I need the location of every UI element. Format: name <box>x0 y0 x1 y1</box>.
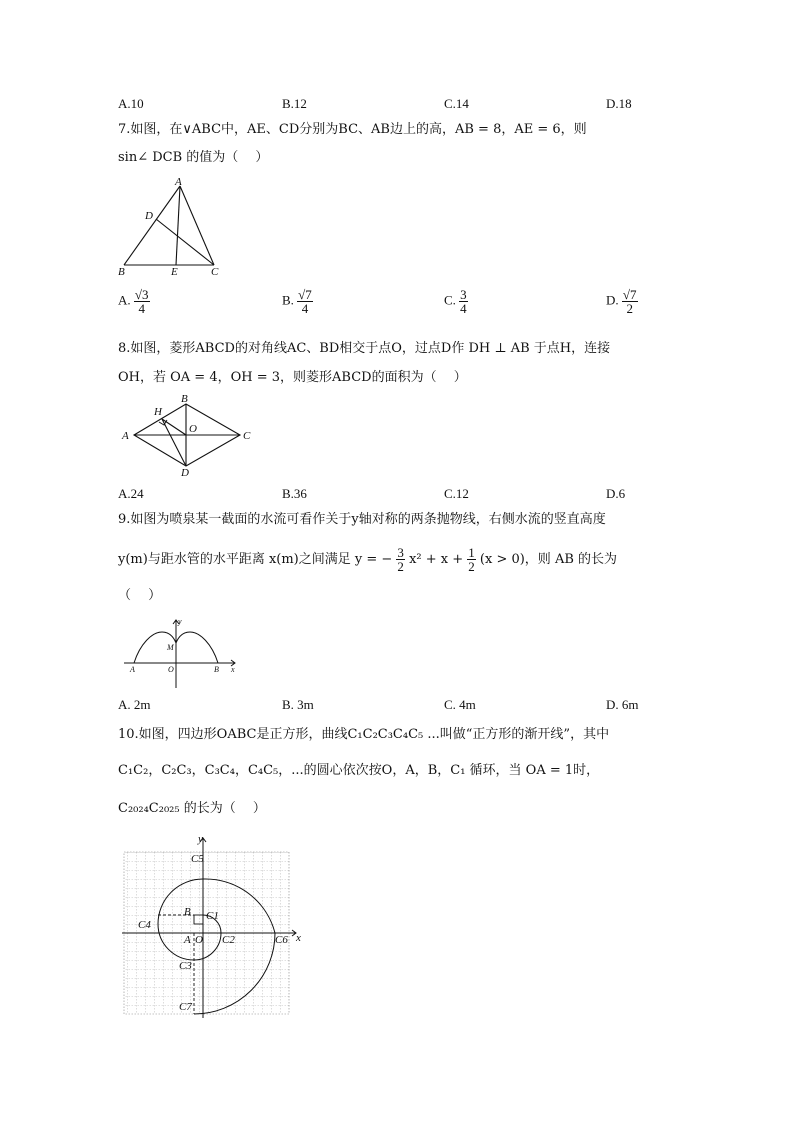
q6-option-b[interactable]: B.12 <box>282 96 307 111</box>
q7-stem-line2: sin∠ DCB 的值为（ ） <box>118 150 269 165</box>
q7-stem-line1: 7.如图，在∨ABC中，AE、CD分别为BC、AB边上的高，AB = 8，AE = 6，则 <box>118 122 587 137</box>
q6-option-a[interactable]: A.10 <box>118 96 144 111</box>
q9-stem-line2-c: (x > 0)，则 AB 的长为 <box>479 552 618 567</box>
q9-option-b[interactable]: B. 3m <box>282 697 314 712</box>
q9-stem-line2-a: y(m)与距水管的水平距离 x(m)之间满足 y = − <box>118 552 393 567</box>
q10-label-o: O <box>195 934 203 946</box>
q9-label-o: O <box>168 665 174 674</box>
q9-label-b: B <box>214 665 219 674</box>
q7-option-d-num: √7 <box>622 287 637 302</box>
q7-option-a-num: √3 <box>134 287 149 302</box>
q9-frac1-num: 3 <box>397 545 404 560</box>
q9-fountain-figure <box>118 614 243 690</box>
q8-stem-line2: OH，若 OA = 4，OH = 3，则菱形ABCD的面积为（ ） <box>118 370 467 385</box>
q10-label-c7: C7 <box>179 1001 192 1013</box>
q7-option-c-den: 4 <box>460 301 467 316</box>
q9-label-x: x <box>231 665 235 674</box>
q9-stem-line3: （ ） <box>118 588 162 603</box>
q9-label-y: y <box>178 617 182 626</box>
q9-label-m: M <box>167 643 174 652</box>
q9-stem-line2 <box>118 546 617 573</box>
q7-label-a: A <box>175 176 182 188</box>
q9-option-d[interactable]: D. 6m <box>606 697 639 712</box>
q7-option-c-num: 3 <box>460 287 467 302</box>
q9-stem-line2-b: x² + x + <box>409 552 464 567</box>
q8-label-a: A <box>122 430 129 442</box>
q7-option-d[interactable] <box>606 288 638 315</box>
q10-involute-figure <box>118 834 318 1020</box>
q7-option-b[interactable] <box>282 288 313 315</box>
q7-option-d-den: 2 <box>626 301 633 316</box>
q10-label-a: A <box>184 934 191 946</box>
q7-label-b: B <box>118 266 125 278</box>
q8-option-b[interactable]: B.36 <box>282 486 307 501</box>
q6-option-c[interactable]: C.14 <box>444 96 469 111</box>
q10-label-y: y <box>198 834 203 845</box>
q9-option-a[interactable]: A. 2m <box>118 697 151 712</box>
q7-label-e: E <box>171 266 178 278</box>
q10-label-c6: C6 <box>275 934 288 946</box>
q8-rhombus-figure <box>118 392 258 480</box>
q9-label-a: A <box>130 665 135 674</box>
q9-frac1-den: 2 <box>397 559 404 574</box>
q8-stem-line1: 8.如图，菱形ABCD的对角线AC、BD相交于点O，过点D作 DH ⊥ AB 于点H，连接 <box>118 341 611 356</box>
q8-option-d[interactable]: D.6 <box>606 486 626 501</box>
q7-triangle-figure <box>114 174 226 278</box>
q9-option-c[interactable]: C. 4m <box>444 697 476 712</box>
q8-label-d: D <box>181 467 189 479</box>
q7-option-a[interactable] <box>118 288 150 315</box>
q7-label-c: C <box>211 266 219 278</box>
q8-label-b: B <box>181 393 188 405</box>
q7-option-d-prefix: D. <box>606 292 619 308</box>
q10-label-c2: C2 <box>222 934 235 946</box>
q10-stem-line3: C₂₀₂₄C₂₀₂₅ 的长为（ ） <box>118 801 266 816</box>
q7-option-b-den: 4 <box>301 301 309 316</box>
q9-frac2-num: 1 <box>468 545 475 560</box>
q8-label-h: H <box>154 406 162 418</box>
q10-label-c5: C5 <box>191 853 204 865</box>
q7-option-b-prefix: B. <box>282 292 294 308</box>
q9-stem-line1: 9.如图为喷泉某一截面的水流可看作关于y轴对称的两条抛物线，右侧水流的竖直高度 <box>118 512 606 527</box>
q10-label-c4: C4 <box>138 919 151 931</box>
q7-option-c[interactable] <box>444 288 468 315</box>
q7-option-a-prefix: A. <box>118 292 131 308</box>
q9-frac2-den: 2 <box>468 559 475 574</box>
q10-label-b: B <box>184 906 191 918</box>
q10-stem-line1: 10.如图，四边形OABC是正方形，曲线C₁C₂C₃C₄C₅ ...叫做“正方形的渐开线”，其中 <box>118 727 610 742</box>
q7-label-d: D <box>145 210 153 222</box>
q7-option-c-prefix: C. <box>444 292 456 308</box>
q6-option-d[interactable]: D.18 <box>606 96 632 111</box>
q7-option-a-den: 4 <box>138 301 145 316</box>
q10-label-x: x <box>296 932 301 944</box>
q8-option-a[interactable]: A.24 <box>118 486 144 501</box>
q8-label-o: O <box>189 423 197 435</box>
q10-stem-line2: C₁C₂，C₂C₃，C₃C₄，C₄C₅，...的圆心依次按O，A，B，C₁ 循环，当 OA = 1时， <box>118 763 600 778</box>
q7-option-b-num: √7 <box>298 287 312 302</box>
q8-option-c[interactable]: C.12 <box>444 486 469 501</box>
q10-label-c3: C3 <box>179 960 192 972</box>
q10-label-c1: C1 <box>206 910 219 922</box>
q8-label-c: C <box>243 430 251 442</box>
